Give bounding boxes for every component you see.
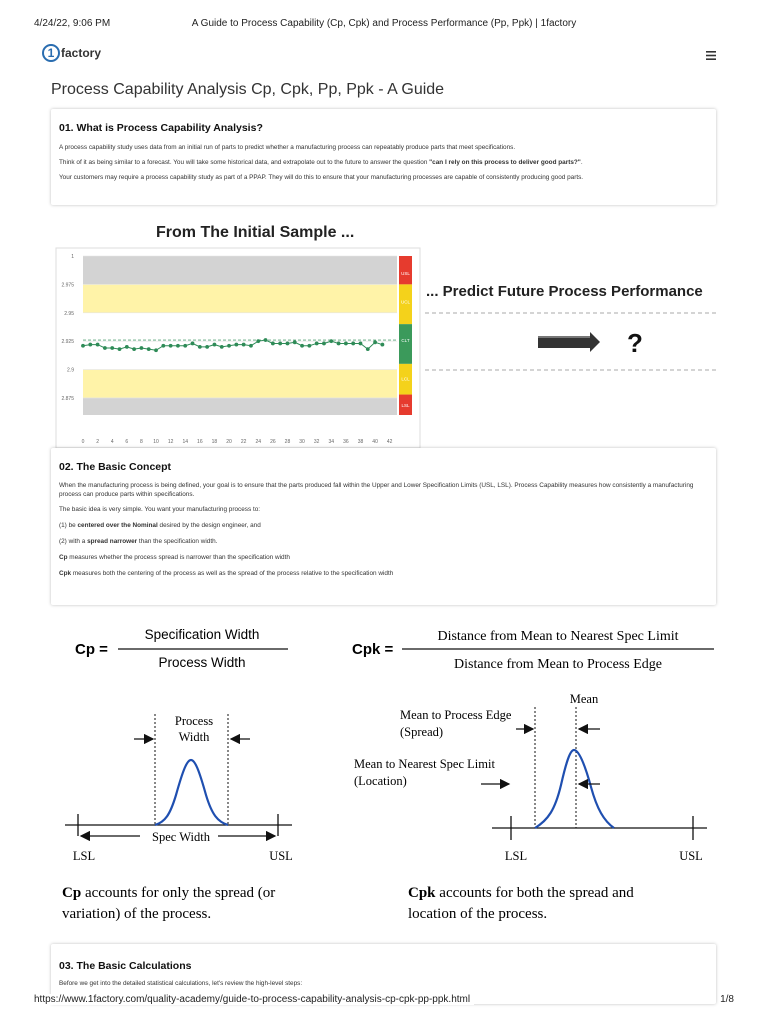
usl-label-left: USL: [269, 849, 293, 863]
site-logo[interactable]: [42, 44, 101, 62]
x-tick-label: 42: [386, 439, 393, 445]
yellow-band: [83, 284, 397, 312]
paragraph: (1) be centered over the Nominal desired by the design engineer, and: [59, 522, 261, 529]
x-tick-label: 40: [372, 439, 378, 445]
process-width-label: Process: [174, 714, 214, 728]
y-tick-label: 2.925: [61, 339, 74, 346]
x-tick-label: 22: [240, 439, 247, 445]
x-tick-label: 32: [313, 439, 320, 445]
section-what-is-card: [51, 109, 716, 205]
x-tick-label: 4: [110, 439, 114, 445]
data-point: [213, 343, 217, 347]
data-point: [96, 343, 100, 347]
paragraph: (2) with a spread narrower than the specification width.: [59, 538, 218, 545]
x-tick-label: 34: [328, 439, 335, 445]
data-point: [242, 343, 246, 347]
x-tick-label: 14: [182, 439, 189, 445]
mean-nearest-label: Mean to Nearest Spec Limit: [354, 757, 495, 771]
print-page-number: 1/8: [720, 994, 734, 1005]
x-tick-label: 36: [343, 439, 349, 445]
y-tick-label: 2.9: [67, 367, 74, 374]
data-point: [322, 342, 326, 346]
data-point: [132, 347, 136, 351]
data-point: [366, 347, 370, 351]
data-point: [249, 344, 253, 348]
x-tick-label: 10: [153, 439, 159, 445]
logo-mark: 1: [42, 44, 60, 62]
cp-caption-line2: variation) of the process.: [62, 906, 212, 922]
data-point: [198, 345, 202, 349]
cpk-denominator: Distance from Mean to Process Edge: [454, 657, 662, 672]
cp-cpk-diagram: [0, 615, 768, 935]
data-point: [205, 345, 209, 349]
cpk-label: Cpk =: [352, 641, 394, 658]
data-point: [307, 344, 311, 348]
data-point: [227, 344, 231, 348]
data-point: [380, 343, 384, 347]
logo-text: factory: [61, 46, 102, 60]
y-tick-label: 2.95: [64, 310, 74, 317]
zone-label: LCL: [401, 376, 410, 382]
data-point: [293, 340, 297, 344]
x-tick-label: 18: [211, 439, 218, 445]
x-tick-label: 30: [299, 439, 305, 445]
print-datetime: 4/24/22, 9:06 PM: [34, 18, 111, 29]
data-point: [264, 338, 268, 342]
cpk-caption-line2: location of the process.: [408, 906, 548, 922]
paragraph: Cp measures whether the process spread is narrower than the specification width: [59, 554, 290, 561]
cpk-caption-line1: Cpk accounts for both the spread and: [408, 885, 634, 901]
section-heading: 02. The Basic Concept: [59, 461, 172, 473]
gray-band: [83, 398, 397, 415]
mean-edge-label: Mean to Process Edge: [400, 708, 512, 722]
data-point: [81, 344, 85, 348]
data-point: [220, 345, 224, 349]
data-point: [278, 342, 282, 346]
data-point: [351, 342, 355, 346]
data-point: [154, 348, 158, 352]
data-point: [329, 339, 333, 343]
x-tick-label: 0: [81, 439, 85, 445]
cp-label: Cp =: [75, 641, 108, 658]
x-tick-label: 24: [255, 439, 262, 445]
zone-label: CLT: [401, 338, 410, 344]
paragraph: The basic idea is very simple. You want your manufacturing process to:: [59, 506, 261, 513]
x-tick-label: 38: [357, 439, 364, 445]
paragraph: When the manufacturing process is being defined, your goal is to ensure that the parts produced fall within the Upper and Lower Specification Limits (USL, LSL). Process Capability measures how consistently a manufacturing process can produce parts within specifications.: [59, 482, 694, 498]
lsl-label-left: LSL: [72, 849, 96, 863]
data-point: [125, 345, 129, 349]
page-title: Process Capability Analysis Cp, Cpk, Pp, Ppk - A Guide: [51, 81, 445, 98]
data-point: [169, 344, 173, 348]
section-basic-concept-card: [51, 448, 716, 605]
x-tick-label: 6: [125, 439, 129, 445]
data-point: [176, 344, 180, 348]
figure-left-title: From The Initial Sample ...: [156, 224, 355, 241]
spec-width-label: Spec Width: [152, 830, 210, 844]
data-point: [337, 342, 341, 346]
print-title: A Guide to Process Capability (Cp, Cpk) and Process Performance (Pp, Ppk) | 1factory: [191, 18, 577, 29]
x-tick-label: 28: [284, 439, 291, 445]
paragraph: Before we get into the detailed statistical calculations, let's review the high-level steps:: [59, 980, 303, 987]
x-tick-label: 2: [96, 439, 99, 445]
cp-denominator: Process Width: [158, 655, 246, 670]
figure-right-title: ... Predict Future Process Performance: [426, 283, 703, 300]
data-point: [161, 344, 165, 348]
data-point: [300, 344, 304, 348]
cp-caption-line1: Cp accounts for only the spread (or: [62, 885, 276, 901]
mean-label: Mean: [569, 692, 599, 706]
data-point: [103, 346, 107, 350]
process-width-label-2: Width: [178, 730, 210, 744]
paragraph: A process capability study uses data from an initial run of parts to predict whether a manufacturing process can repeatably produce parts that meet specifications.: [59, 144, 516, 151]
sample-prediction-figure: [0, 220, 768, 445]
data-point: [359, 342, 363, 346]
y-tick-label: 2.875: [61, 395, 74, 402]
x-tick-label: 8: [140, 439, 143, 445]
data-point: [191, 342, 195, 346]
data-point: [286, 342, 290, 346]
section-heading: 01. What is Process Capability Analysis?: [59, 122, 263, 134]
data-point: [140, 346, 144, 350]
data-point: [344, 342, 348, 346]
mean-edge-label-2: (Spread): [400, 725, 444, 739]
question-mark: ?: [627, 328, 643, 358]
data-point: [147, 347, 151, 351]
arrow-right-icon: [538, 332, 600, 352]
y-tick-label: 1: [71, 254, 74, 260]
data-point: [183, 344, 187, 348]
data-point: [256, 339, 260, 343]
x-tick-label: 26: [270, 439, 276, 445]
paragraph: Your customers may require a process capability study as part of a PPAP. They will do this to ensure that your manufacturing processes are capable of consistently producing good parts.: [59, 174, 584, 181]
hamburger-icon[interactable]: [706, 48, 716, 63]
x-tick-label: 20: [226, 439, 232, 445]
data-point: [271, 342, 275, 346]
usl-label-right: USL: [679, 849, 703, 863]
zone-label: USL: [401, 271, 410, 277]
data-point: [234, 343, 238, 347]
data-point: [373, 340, 377, 344]
mean-nearest-label-2: (Location): [354, 774, 407, 788]
gray-band: [83, 256, 397, 284]
print-url[interactable]: https://www.1factory.com/quality-academy/guide-to-process-capability-analysis-cp-cpk-pp-ppk.html: [34, 994, 474, 1005]
zone-label: UCL: [400, 299, 411, 305]
data-point: [110, 346, 114, 350]
paragraph: Think of it as being similar to a forecast. You will take some historical data, and extrapolate out to the future to answer the question "can I rely on this process to deliver good parts?".: [59, 159, 583, 166]
x-tick-label: 16: [197, 439, 203, 445]
y-tick-label: 2.975: [61, 282, 74, 289]
lsl-label-right: LSL: [504, 849, 528, 863]
x-tick-label: 12: [167, 439, 174, 445]
data-point: [315, 342, 319, 346]
data-point: [118, 347, 122, 351]
zone-label: LSL: [401, 402, 410, 408]
control-chart: [0, 220, 768, 445]
paragraph: Cpk measures both the centering of the process as well as the spread of the process relative to the specification width: [59, 570, 394, 577]
cpk-numerator: Distance from Mean to Nearest Spec Limit: [437, 629, 679, 644]
cp-numerator: Specification Width: [144, 627, 260, 642]
yellow-band: [83, 370, 397, 398]
section-heading: 03. The Basic Calculations: [59, 960, 192, 972]
zone-band: [399, 324, 412, 364]
data-point: [88, 343, 92, 347]
